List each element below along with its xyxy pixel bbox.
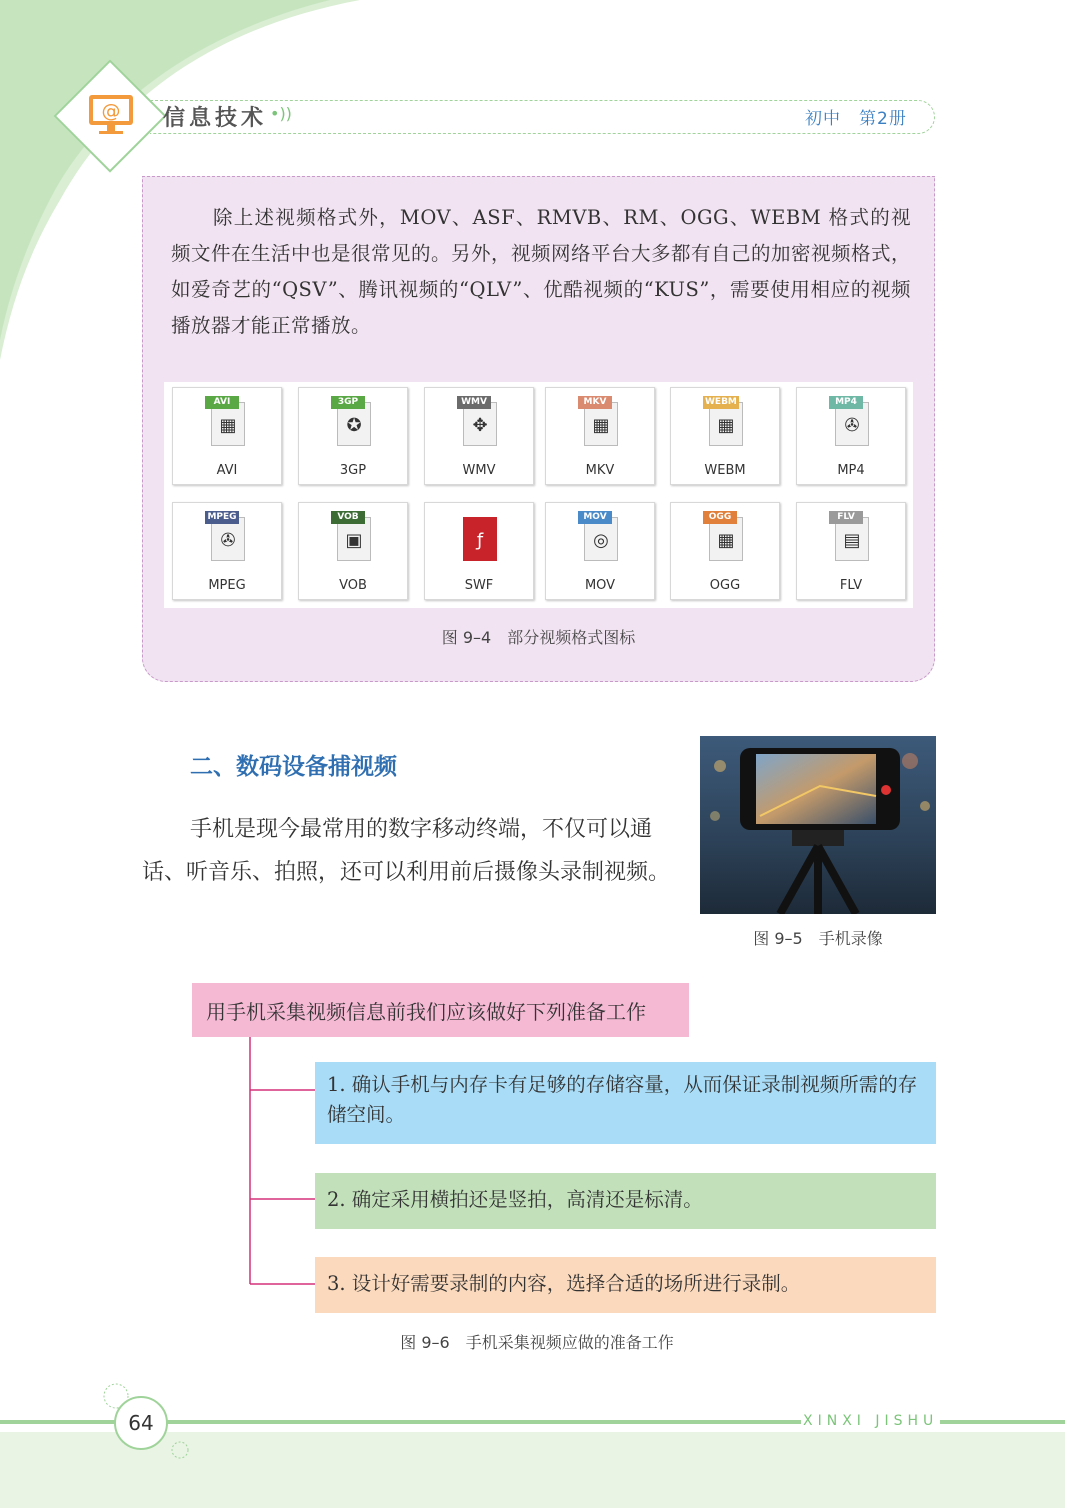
format-tag: 3GP — [331, 396, 365, 409]
format-label: FLV — [839, 578, 863, 593]
format-glyph-icon: ▦ — [717, 415, 735, 436]
preparation-step-2: 2. 确定采用横拍还是竖拍，高清还是标清。 — [315, 1173, 936, 1229]
figure-9-5-caption: 图 9–5 手机录像 — [753, 929, 883, 948]
video-format-icon-grid — [164, 382, 913, 608]
format-icon-tile — [796, 387, 906, 485]
format-icon-tile — [424, 387, 534, 485]
format-label: SWF — [464, 578, 494, 593]
format-glyph-icon: ✥ — [472, 415, 488, 436]
format-tag: VOB — [331, 511, 365, 524]
svg-text:@: @ — [101, 100, 121, 122]
format-label: WEBM — [704, 463, 746, 478]
format-tag — [457, 511, 491, 524]
format-glyph-icon: ✪ — [346, 415, 362, 436]
format-label: MOV — [584, 578, 616, 593]
format-icon-tile — [545, 502, 655, 600]
format-label: OGG — [709, 578, 741, 593]
signal-icon: •)) — [270, 104, 292, 123]
page-number: 64 — [114, 1396, 168, 1450]
format-glyph-icon: ✇ — [220, 530, 236, 551]
format-label: MP4 — [837, 463, 865, 478]
book-title: 信息技术 — [163, 106, 268, 131]
format-label: MPEG — [208, 578, 246, 593]
format-tag: WMV — [457, 396, 491, 409]
format-tag: MP4 — [829, 396, 863, 409]
format-label: WMV — [462, 463, 496, 478]
format-label: VOB — [339, 578, 367, 593]
phone-recording-photo — [700, 736, 936, 914]
format-icon-tile — [424, 502, 534, 600]
reading-paragraph: 除上述视频格式外，MOV、ASF、RMVB、RM、OGG、WEBM 格式的视频文件在生活中也是很常见的。另外，视频网络平台大多都有自己的加密视频格式，如爱奇艺的“QSV”、腾讯视频的“QLV”、优酷视频的“KUS”，需要使用相应的视频播放器才能正常播放。 — [171, 206, 912, 337]
grade-volume: 初中 第2册 — [805, 109, 907, 129]
format-icon-tile — [298, 502, 408, 600]
format-glyph-icon: ✇ — [844, 415, 860, 436]
format-glyph-icon: ƒ — [476, 530, 484, 551]
format-icon-tile — [172, 387, 282, 485]
format-label: AVI — [216, 463, 238, 478]
format-tag: AVI — [205, 396, 239, 409]
format-glyph-icon: ▦ — [717, 530, 735, 551]
section-paragraph: 手机是现今最常用的数字移动终端，不仅可以通话、听音乐、拍照，还可以利用前后摄像头录制视频。 — [142, 817, 671, 885]
figure-9-6-caption: 图 9–6 手机采集视频应做的准备工作 — [400, 1333, 674, 1352]
figure-9-4-caption: 图 9–4 部分视频格式图标 — [441, 628, 636, 647]
format-icon-tile — [670, 387, 780, 485]
format-glyph-icon: ◎ — [593, 530, 609, 551]
format-glyph-icon: ▦ — [219, 415, 237, 436]
format-icon-tile — [298, 387, 408, 485]
format-glyph-icon: ▤ — [843, 530, 861, 551]
format-icon-tile — [172, 502, 282, 600]
computer-at-icon — [86, 93, 136, 137]
format-icon-tile — [796, 502, 906, 600]
format-tag: OGG — [703, 511, 737, 524]
format-tag: MPEG — [205, 511, 239, 524]
footer-brand: XINXI JISHU — [803, 1413, 939, 1429]
preparation-step-1: 1. 确认手机与内存卡有足够的存储容量，从而保证录制视频所需的存储空间。 — [315, 1062, 936, 1144]
format-tag: MOV — [578, 511, 612, 524]
preparation-step-3: 3. 设计好需要录制的内容，选择合适的场所进行录制。 — [315, 1257, 936, 1313]
format-label: MKV — [585, 463, 615, 478]
format-icon-tile — [545, 387, 655, 485]
section-title: 二、数码设备捕视频 — [190, 753, 397, 780]
format-tag: WEBM — [705, 397, 737, 407]
format-label: 3GP — [339, 463, 367, 478]
format-glyph-icon: ▣ — [345, 530, 363, 551]
format-icon-tile — [670, 502, 780, 600]
format-glyph-icon: ▦ — [592, 415, 610, 436]
format-tag: FLV — [829, 511, 863, 524]
preparation-heading: 用手机采集视频信息前我们应该做好下列准备工作 — [206, 1000, 646, 1024]
format-tag: MKV — [578, 396, 612, 409]
